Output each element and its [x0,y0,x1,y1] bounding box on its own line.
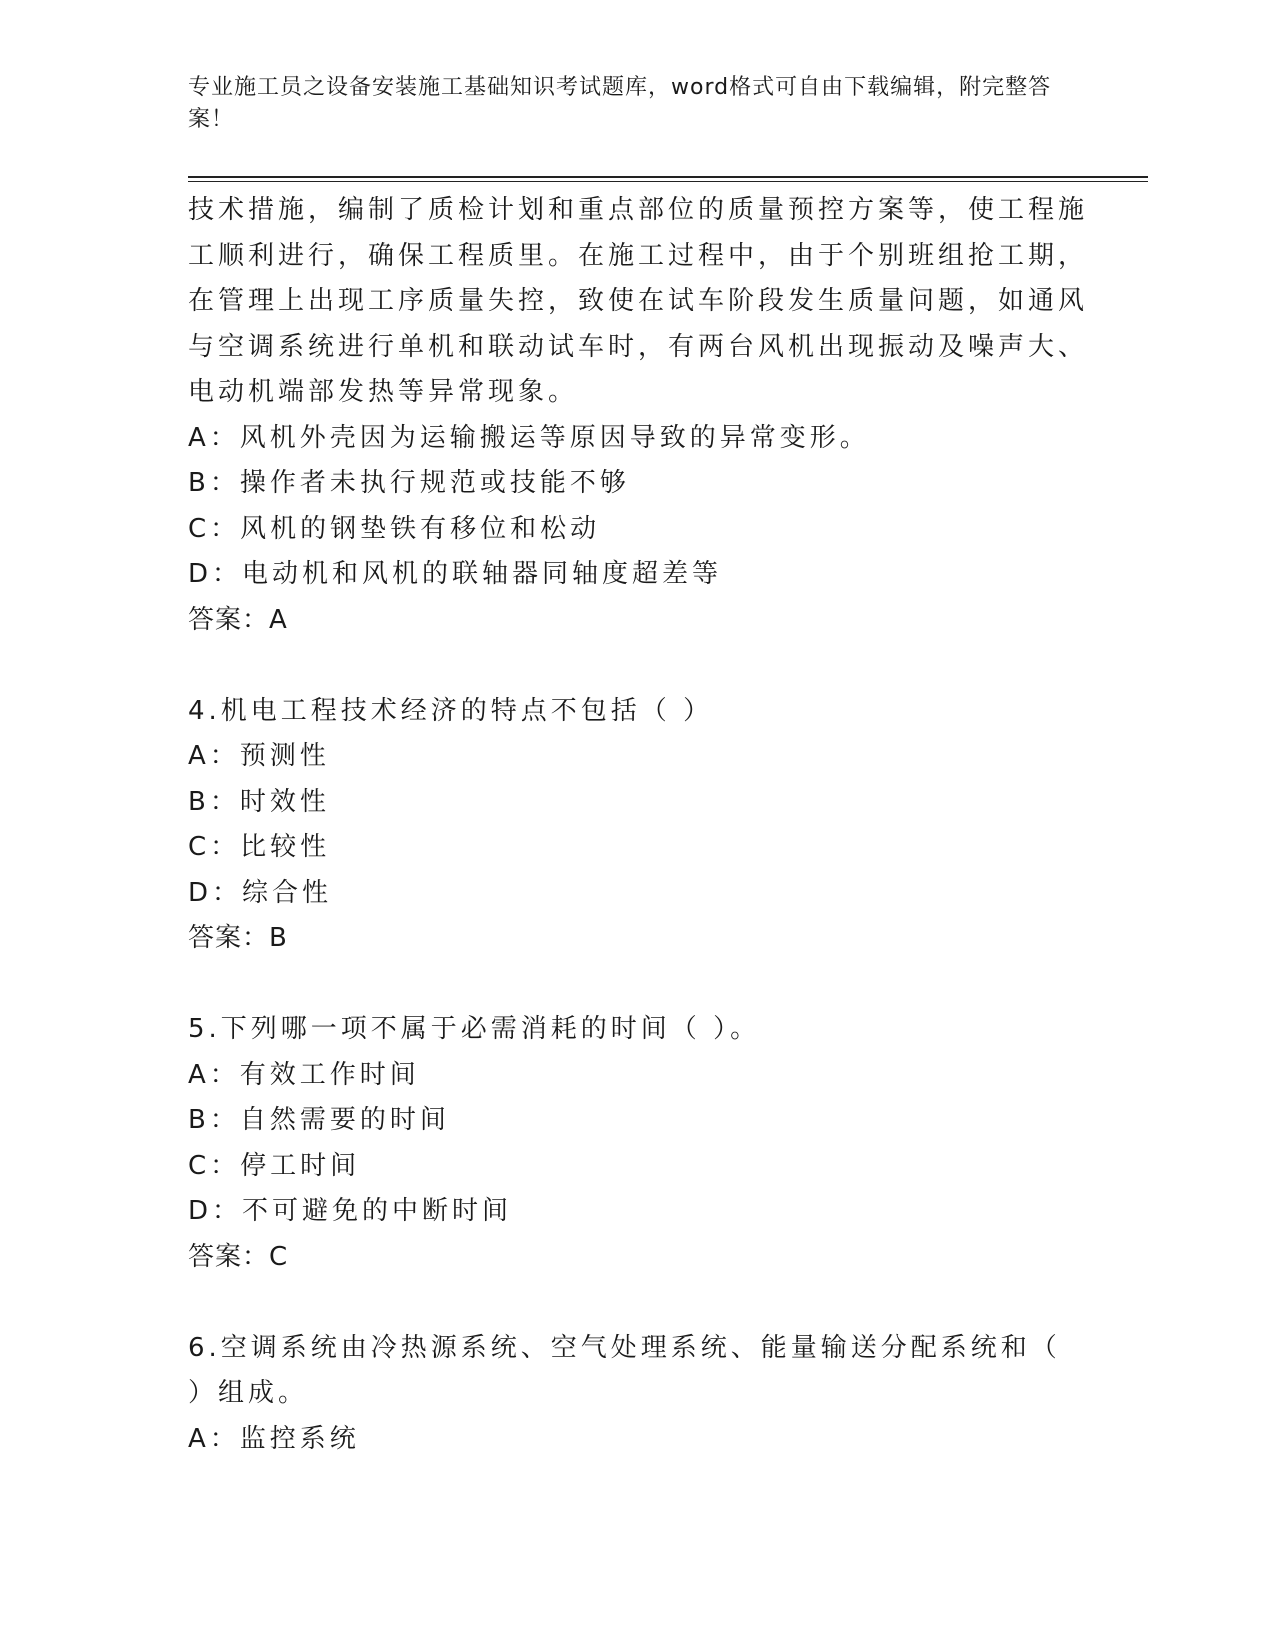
option-b: B：自然需要的时间 [188,1105,450,1135]
option-b: B：时效性 [188,786,330,817]
document-body [188,188,1088,1462]
question-5 [188,1007,1088,1280]
option-c: C：比较性 [188,832,331,862]
option-b: B：操作者未执行规范或技能不够 [188,468,630,498]
option-c: C：风机的钢垫铁有移位和松动 [188,513,601,544]
option-a: A：有效工作时间 [188,1059,420,1090]
option-a: A：预测性 [188,741,330,771]
spacer [188,962,1088,1008]
option-d: D：不可避免的中断时间 [188,1196,513,1226]
answer-line: 答案：A [188,604,288,635]
option-d: D：综合性 [188,877,333,908]
option-d: D：电动机和风机的联轴器同轴度超差等 [188,559,723,589]
option-c: C：停工时间 [188,1150,361,1181]
question-3-continuation [188,188,1088,643]
question-stem: 5.下列哪一项不属于必需消耗的时间（ ）。 [188,1014,761,1044]
answer-line: 答案：B [188,923,288,953]
question-stem: 4.机电工程技术经济的特点不包括（ ） [188,695,714,726]
question-4 [188,689,1088,962]
question-stem: 6.空调系统由冷热源系统、空气处理系统、能量输送分配系统和（ ）组成。 [188,1332,1061,1408]
question-6 [188,1326,1088,1463]
spacer [188,643,1088,689]
answer-line: 答案：C [188,1241,289,1272]
page-header: 专业施工员之设备安装施工基础知识考试题库，word格式可自由下载编辑，附完整答案！ [188,75,1052,132]
header-divider-thick [188,176,1148,178]
question-stem-continuation: 技术措施，编制了质检计划和重点部位的质量预控方案等，使工程施工顺利进行，确保工程质里。在施工过程中，由于个别班组抢工期，在管理上出现工序质量失控，致使在试车阶段发生质量问题，如通风与空调系统进行单机和联动试车时，有两台风机出现振动及噪声大、电动机端部发热等异常现象。 [188,195,1089,407]
header-divider-thin [188,181,1148,182]
option-a: A：风机外壳因为运输搬运等原因导致的异常变形。 [188,422,870,453]
option-a: A：监控系统 [188,1423,360,1454]
spacer [188,1280,1088,1326]
